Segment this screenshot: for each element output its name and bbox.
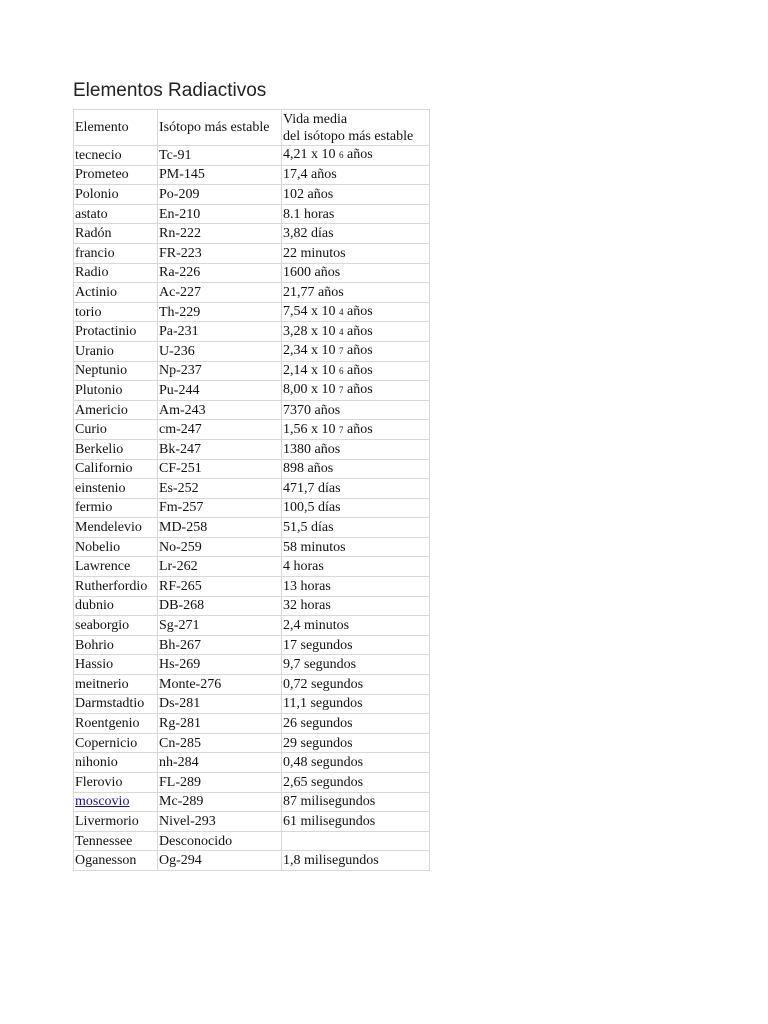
element-name-cell: Darmstadtio	[74, 694, 158, 714]
table-body	[74, 146, 430, 871]
element-name-cell[interactable]	[74, 792, 158, 812]
halflife-cell: 2,65 segundos	[282, 773, 430, 793]
halflife-cell: 3,82 días	[282, 224, 430, 244]
isotope-cell: U-236	[158, 341, 282, 361]
element-name-cell: Prometeo	[74, 165, 158, 185]
page-title: Elementos Radiactivos	[73, 80, 267, 101]
radioactive-elements-table	[73, 109, 430, 871]
element-name-cell: Berkelio	[74, 439, 158, 459]
element-name-cell: Radón	[74, 224, 158, 244]
element-name-cell: Flerovio	[74, 773, 158, 793]
isotope-cell: PM-145	[158, 165, 282, 185]
halflife-cell: 61 milisegundos	[282, 812, 430, 832]
header-halflife-line2: del isótopo más estable	[283, 128, 414, 144]
table-row	[74, 146, 430, 166]
table-row	[74, 675, 430, 695]
element-name-cell: Uranio	[74, 341, 158, 361]
isotope-cell: Desconocido	[158, 831, 282, 851]
table-row	[74, 459, 430, 479]
halflife-mantissa: 1,56 x 10	[283, 421, 336, 437]
table-row	[74, 753, 430, 773]
halflife-cell: 32 horas	[282, 596, 430, 616]
table-row	[74, 616, 430, 636]
isotope-cell: Mc-289	[158, 792, 282, 812]
element-name-cell: Americio	[74, 400, 158, 420]
halflife-exponent: 7	[339, 385, 344, 396]
halflife-unit: años	[347, 147, 373, 163]
table-row	[74, 773, 430, 793]
halflife-cell	[282, 146, 430, 166]
element-name-cell: Curio	[74, 420, 158, 440]
table-row	[74, 714, 430, 734]
isotope-cell: Rn-222	[158, 224, 282, 244]
element-name-cell: Hassio	[74, 655, 158, 675]
table-row	[74, 812, 430, 832]
halflife-cell: 8.1 horas	[282, 204, 430, 224]
element-name-cell: Neptunio	[74, 361, 158, 381]
halflife-exponent: 4	[339, 326, 344, 337]
table-row	[74, 537, 430, 557]
isotope-cell: Tc-91	[158, 146, 282, 166]
isotope-cell: No-259	[158, 537, 282, 557]
isotope-cell: Pu-244	[158, 381, 282, 401]
table-row	[74, 204, 430, 224]
halflife-cell	[282, 361, 430, 381]
halflife-exponent: 6	[339, 150, 344, 161]
element-name-cell: Copernicio	[74, 733, 158, 753]
halflife-mantissa: 4,21 x 10	[283, 147, 336, 163]
isotope-cell: nh-284	[158, 753, 282, 773]
header-element: Elemento	[74, 110, 158, 146]
element-name-cell: Protactinio	[74, 322, 158, 342]
isotope-cell: Pa-231	[158, 322, 282, 342]
table-row	[74, 733, 430, 753]
halflife-unit: años	[347, 323, 373, 339]
element-name-cell: seaborgio	[74, 616, 158, 636]
halflife-cell: 102 años	[282, 185, 430, 205]
table-row	[74, 498, 430, 518]
isotope-cell: En-210	[158, 204, 282, 224]
element-name-cell: tecnecio	[74, 146, 158, 166]
element-name-cell: Nobelio	[74, 537, 158, 557]
isotope-cell: CF-251	[158, 459, 282, 479]
halflife-unit: años	[347, 343, 373, 359]
element-name-cell: francio	[74, 243, 158, 263]
isotope-cell: Ac-227	[158, 283, 282, 303]
halflife-cell: 4 horas	[282, 557, 430, 577]
halflife-mantissa: 2,14 x 10	[283, 362, 336, 378]
element-name-cell: Californio	[74, 459, 158, 479]
table-row	[74, 557, 430, 577]
halflife-cell: 7370 años	[282, 400, 430, 420]
halflife-cell	[282, 831, 430, 851]
element-name-cell: fermio	[74, 498, 158, 518]
table-row	[74, 577, 430, 597]
element-name-cell: nihonio	[74, 753, 158, 773]
table-row	[74, 322, 430, 342]
table-row	[74, 851, 430, 871]
halflife-cell: 100,5 días	[282, 498, 430, 518]
isotope-cell: Th-229	[158, 302, 282, 322]
element-link[interactable]: moscovio	[75, 794, 130, 810]
halflife-unit: años	[347, 362, 373, 378]
halflife-cell: 29 segundos	[282, 733, 430, 753]
header-halflife-line1: Vida media	[283, 111, 348, 127]
halflife-mantissa: 3,28 x 10	[283, 323, 336, 339]
table-row	[74, 185, 430, 205]
isotope-cell: Og-294	[158, 851, 282, 871]
header-halflife	[282, 110, 430, 146]
isotope-cell: FL-289	[158, 773, 282, 793]
document-page	[73, 80, 430, 871]
table-row	[74, 165, 430, 185]
halflife-cell: 13 horas	[282, 577, 430, 597]
element-name-cell: Lawrence	[74, 557, 158, 577]
isotope-cell: Po-209	[158, 185, 282, 205]
halflife-cell	[282, 420, 430, 440]
halflife-cell: 2,4 minutos	[282, 616, 430, 636]
element-name-cell: torio	[74, 302, 158, 322]
isotope-cell: Bh-267	[158, 635, 282, 655]
isotope-cell: Rg-281	[158, 714, 282, 734]
table-row	[74, 655, 430, 675]
halflife-cell	[282, 381, 430, 401]
element-name-cell: Mendelevio	[74, 518, 158, 538]
table-header-row	[74, 110, 430, 146]
isotope-cell: Am-243	[158, 400, 282, 420]
isotope-cell: Sg-271	[158, 616, 282, 636]
halflife-cell: 22 minutos	[282, 243, 430, 263]
isotope-cell: RF-265	[158, 577, 282, 597]
halflife-cell: 0,48 segundos	[282, 753, 430, 773]
halflife-cell	[282, 341, 430, 361]
halflife-unit: años	[347, 304, 373, 320]
isotope-cell: Np-237	[158, 361, 282, 381]
halflife-cell: 17,4 años	[282, 165, 430, 185]
halflife-exponent: 4	[339, 307, 344, 318]
halflife-mantissa: 2,34 x 10	[283, 343, 336, 359]
isotope-cell: MD-258	[158, 518, 282, 538]
halflife-cell: 58 minutos	[282, 537, 430, 557]
isotope-cell: Bk-247	[158, 439, 282, 459]
halflife-cell: 17 segundos	[282, 635, 430, 655]
table-row	[74, 263, 430, 283]
halflife-unit: años	[347, 421, 373, 437]
halflife-cell: 87 milisegundos	[282, 792, 430, 812]
table-row	[74, 302, 430, 322]
element-name-cell: astato	[74, 204, 158, 224]
table-row	[74, 635, 430, 655]
isotope-cell: DB-268	[158, 596, 282, 616]
isotope-cell: Monte-276	[158, 675, 282, 695]
element-name-cell: Bohrio	[74, 635, 158, 655]
halflife-cell	[282, 322, 430, 342]
halflife-cell: 1600 años	[282, 263, 430, 283]
element-name-cell: Polonio	[74, 185, 158, 205]
table-row	[74, 831, 430, 851]
halflife-cell: 11,1 segundos	[282, 694, 430, 714]
isotope-cell: Cn-285	[158, 733, 282, 753]
element-name-cell: Oganesson	[74, 851, 158, 871]
table-row	[74, 243, 430, 263]
table-row	[74, 518, 430, 538]
table-row	[74, 439, 430, 459]
header-isotope: Isótopo más estable	[158, 110, 282, 146]
isotope-cell: Hs-269	[158, 655, 282, 675]
halflife-cell: 1,8 milisegundos	[282, 851, 430, 871]
element-name-cell: Livermorio	[74, 812, 158, 832]
table-row	[74, 361, 430, 381]
element-name-cell: Rutherfordio	[74, 577, 158, 597]
halflife-mantissa: 8,00 x 10	[283, 382, 336, 398]
halflife-cell: 21,77 años	[282, 283, 430, 303]
table-row	[74, 381, 430, 401]
table-row	[74, 694, 430, 714]
halflife-cell: 26 segundos	[282, 714, 430, 734]
isotope-cell: Lr-262	[158, 557, 282, 577]
isotope-cell: FR-223	[158, 243, 282, 263]
element-name-cell: einstenio	[74, 479, 158, 499]
table-row	[74, 224, 430, 244]
isotope-cell: Nivel-293	[158, 812, 282, 832]
isotope-cell: Fm-257	[158, 498, 282, 518]
isotope-cell: Ra-226	[158, 263, 282, 283]
isotope-cell: cm-247	[158, 420, 282, 440]
table-row	[74, 420, 430, 440]
element-name-cell: Radio	[74, 263, 158, 283]
halflife-mantissa: 7,54 x 10	[283, 304, 336, 320]
table-row	[74, 400, 430, 420]
halflife-cell: 9,7 segundos	[282, 655, 430, 675]
halflife-cell: 471,7 días	[282, 479, 430, 499]
halflife-cell: 51,5 días	[282, 518, 430, 538]
table-row	[74, 341, 430, 361]
element-name-cell: Tennessee	[74, 831, 158, 851]
halflife-cell: 0,72 segundos	[282, 675, 430, 695]
isotope-cell: Ds-281	[158, 694, 282, 714]
halflife-exponent: 7	[339, 346, 344, 357]
table-row	[74, 283, 430, 303]
element-name-cell: Plutonio	[74, 381, 158, 401]
table-row	[74, 792, 430, 812]
halflife-cell: 1380 años	[282, 439, 430, 459]
table-row	[74, 596, 430, 616]
table-row	[74, 479, 430, 499]
halflife-exponent: 6	[339, 365, 344, 376]
element-name-cell: meitnerio	[74, 675, 158, 695]
element-name-cell: dubnio	[74, 596, 158, 616]
halflife-exponent: 7	[339, 424, 344, 435]
halflife-unit: años	[347, 382, 373, 398]
halflife-cell	[282, 302, 430, 322]
element-name-cell: Actinio	[74, 283, 158, 303]
halflife-cell: 898 años	[282, 459, 430, 479]
element-name-cell: Roentgenio	[74, 714, 158, 734]
isotope-cell: Es-252	[158, 479, 282, 499]
